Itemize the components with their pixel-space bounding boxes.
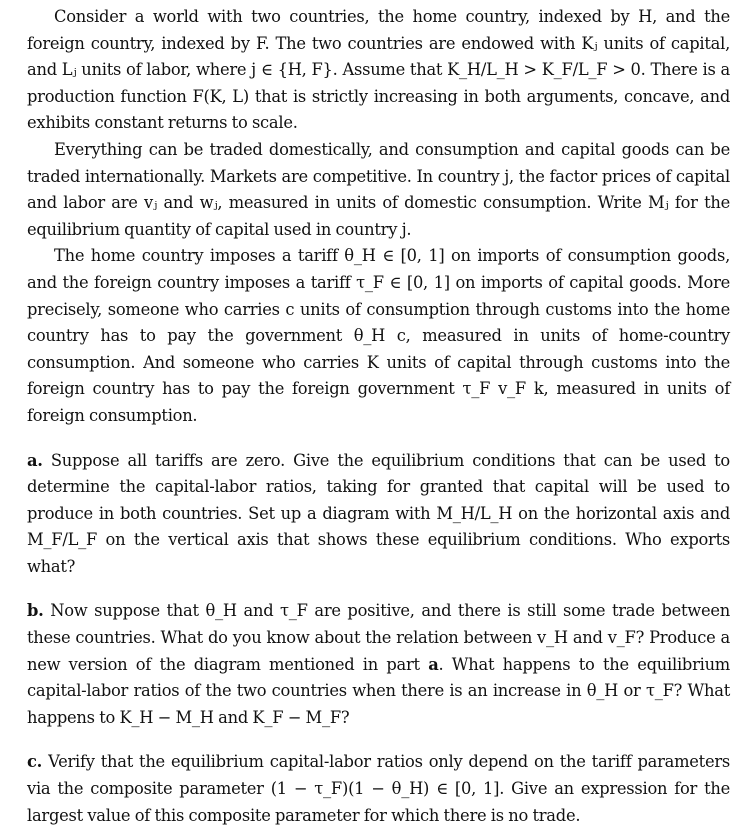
- part-c-label: c.: [27, 752, 43, 772]
- part-c: [27, 749, 730, 829]
- tariff-paragraph: The home country imposes a tariff θ_H ∈ [0, 1] on imports of consumption goods, and the foreign country imposes a tariff τ_F ∈ [0, 1] on imports of capital goods. More precisely, someone who carries c units of consumption through customs into the home country has to pay the government θ_H c, measured in units of home-country consumption. And someone who carries K units of capital through customs into the foreign country has to pay the foreign government τ_F v_F k, measured in units of foreign consumption.: [27, 246, 730, 425]
- part-a: [27, 448, 730, 581]
- part-c-text: Verify that the equilibrium capital-labor ratios only depend on the tariff parameters via the composite parameter (1 − τ_F)(1 − θ_H) ∈ [0, 1]. Give an expression for the largest value of this composite parameter for which there is no trade.: [27, 752, 730, 825]
- part-b-label: b.: [27, 601, 44, 621]
- problem-document: [27, 4, 730, 829]
- markets-paragraph: Everything can be traded domestically, and consumption and capital goods can be traded internationally. Markets are competitive. In country j, the factor prices of capital and labor are vⱼ and wⱼ, measured in units of domestic consumption. Write Mⱼ for the equilibrium quantity of capital used in country j.: [27, 139, 730, 239]
- part-b-reference: a: [428, 654, 439, 674]
- part-a-text: Suppose all tariffs are zero. Give the equilibrium conditions that can be used to determine the capital-labor ratios, taking for granted that capital will be used to produce in both countries. Set up a diagram with M_H/L_H on the horizontal axis and M_F/L_F on the vertical axis that shows these equilibrium conditions. Who exports what?: [27, 450, 730, 576]
- spacer: [27, 731, 730, 749]
- spacer: [27, 430, 730, 448]
- intro-paragraph: Consider a world with two countries, the home country, indexed by H, and the foreign country, indexed by F. The two countries are endowed with Kⱼ units of capital, and Lⱼ units of labor, where j ∈ {H, F}. Assume that K_H/L_H > K_F/L_F > 0. There is a production function F(K, L) that is strictly increasing in both arguments, concave, and exhibits constant returns to scale.: [27, 7, 730, 133]
- part-b-text-before: Now suppose that θ_H and τ_F are positive, and there is still some trade between these countries. What do you know about the relation between v_H and v_F? Produce a new version of the diagram mentioned in part: [27, 601, 730, 674]
- part-b: [27, 598, 730, 731]
- part-b-text-after: . What happens to the equilibrium capital-labor ratios of the two countries when there is an increase in θ_H or τ_F? What happens to K_H − M_H and K_F − M_F?: [27, 654, 730, 727]
- part-a-label: a.: [27, 450, 43, 470]
- spacer: [27, 580, 730, 598]
